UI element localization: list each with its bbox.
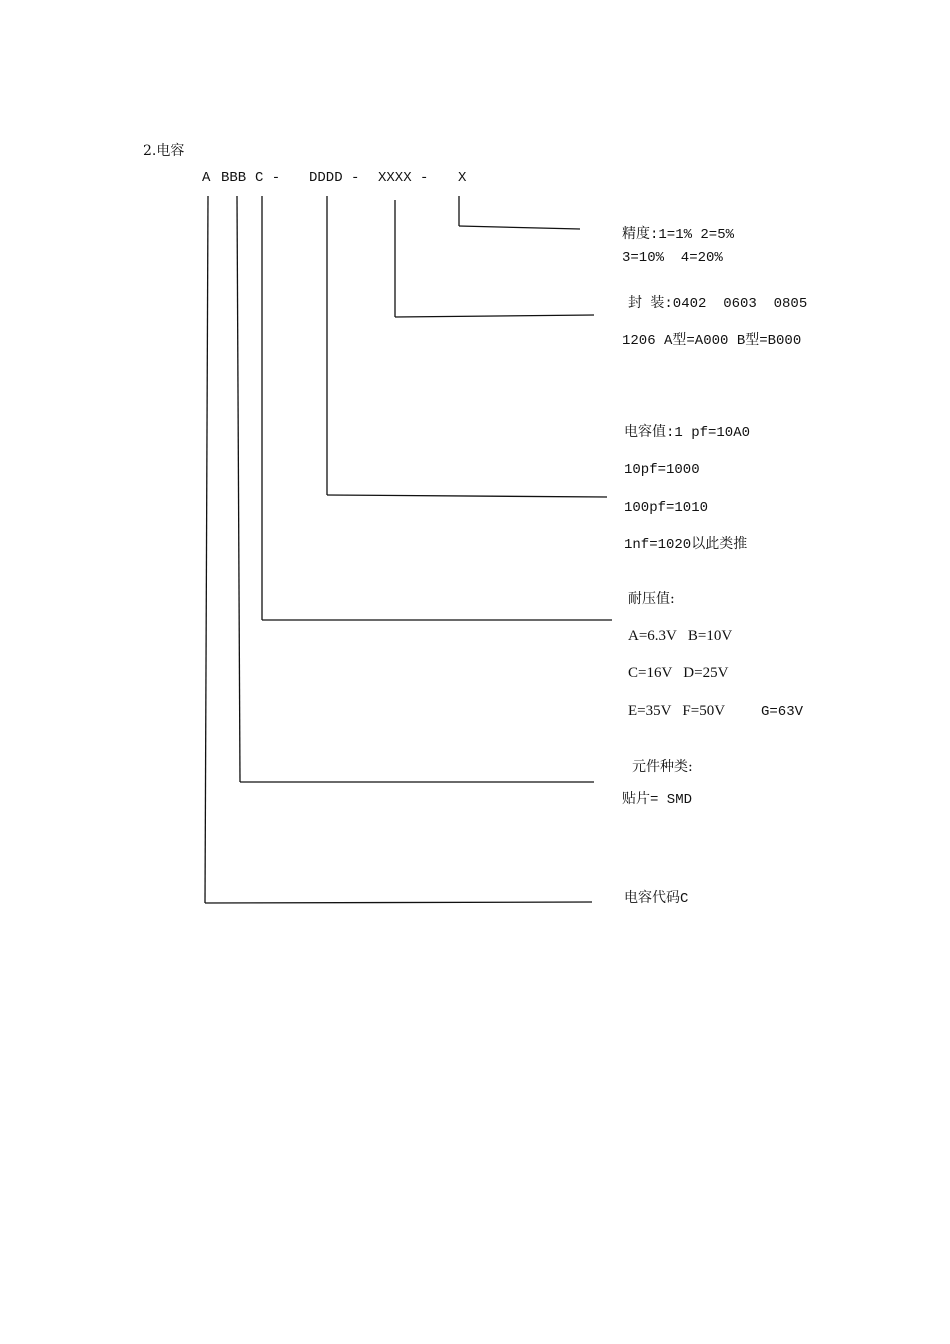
voltage-title: 耐压值: <box>628 591 675 607</box>
code-segment-c: C - <box>255 170 281 186</box>
package-line2: 1206 A型=A000 B型=B000 <box>622 333 802 349</box>
code-segment-xxxx: XXXX - <box>378 170 429 186</box>
code-segment-dddd: DDDD - <box>309 170 360 186</box>
connector-x-horizontal <box>459 226 580 229</box>
voltage-row2: C=16V D=25V <box>628 665 729 681</box>
code-segment-a: A <box>202 170 211 186</box>
capacitance-line4: 1nf=1020以此类推 <box>624 537 748 553</box>
connector-dddd-horizontal <box>327 495 607 497</box>
capacitance-line1: 电容值:1 pf=10A0 <box>624 425 751 441</box>
capacitor-code-label: 电容代码C <box>624 891 689 907</box>
code-segment-bbb: BBB <box>221 170 247 186</box>
voltage-row3a: E=35V F=50V <box>628 703 726 719</box>
component-type-title: 元件种类: <box>632 759 693 775</box>
capacitance-line2: 10pf=1000 <box>624 462 700 478</box>
code-segment-x: X <box>458 170 467 186</box>
connector-a-vertical <box>205 196 208 903</box>
package-line1: 封 装:0402 0603 0805 <box>628 296 808 312</box>
connector-bbb-vertical <box>237 196 240 782</box>
precision-line2: 3=10% 4=20% <box>622 250 723 266</box>
section-title: 2.电容 <box>143 143 185 159</box>
voltage-row1: A=6.3V B=10V <box>628 628 733 644</box>
connector-a-horizontal <box>205 902 592 903</box>
capacitance-line3: 100pf=1010 <box>624 500 709 516</box>
precision-line1: 精度:1=1% 2=5% <box>622 227 735 243</box>
connector-xxxx-horizontal <box>395 315 594 317</box>
component-type-value: 贴片= SMD <box>622 792 693 808</box>
voltage-row3b: G=63V <box>761 704 804 720</box>
